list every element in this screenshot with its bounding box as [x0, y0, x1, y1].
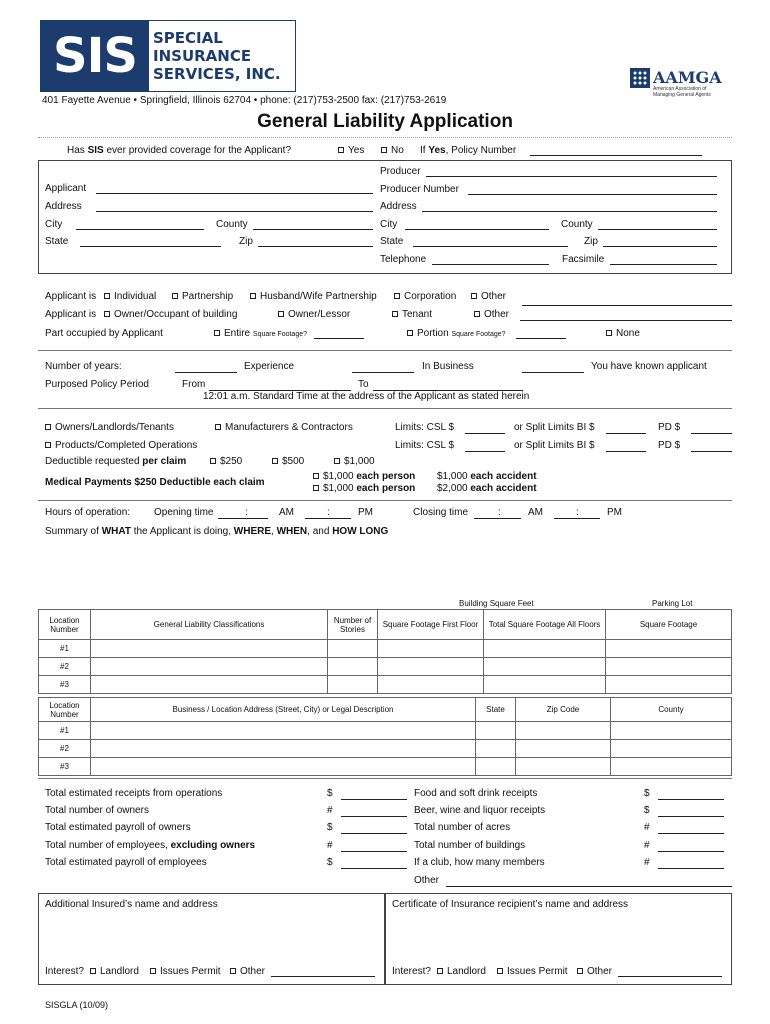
opening-time-label: Opening time	[154, 507, 214, 518]
interest-label-1: Interest?	[45, 966, 84, 977]
closing-am-colon: :	[498, 507, 501, 518]
producer-zip-field[interactable]	[603, 246, 717, 247]
type-partnership[interactable]: Partnership	[172, 291, 233, 302]
producer-state-field[interactable]	[413, 246, 568, 247]
occ-owner-occupant[interactable]: Owner/Occupant of building	[104, 309, 237, 320]
section-divider-3	[38, 500, 732, 501]
checkbox-icon	[150, 968, 156, 974]
total-employees-field[interactable]	[341, 851, 407, 852]
hours-label: Hours of operation:	[45, 507, 131, 518]
section-divider-2	[38, 408, 732, 409]
title-divider	[38, 137, 732, 138]
interest-label-2: Interest?	[392, 966, 431, 977]
applicant-county-label: County	[216, 219, 248, 230]
type-husband-wife[interactable]: Husband/Wife Partnership	[250, 291, 377, 302]
checkbox-icon	[104, 293, 110, 299]
owners-payroll-symbol: $	[327, 822, 333, 833]
producer-county-label: County	[561, 219, 593, 230]
deductible-label: Deductible requested per claim	[45, 456, 187, 467]
checkbox-icon	[577, 968, 583, 974]
interest-permit-2[interactable]: Issues Permit	[497, 966, 568, 977]
producer-county-field[interactable]	[598, 229, 717, 230]
applicant-label: Applicant	[45, 183, 87, 194]
interest-other-field-1[interactable]	[271, 976, 375, 977]
totals-other-field[interactable]	[446, 886, 732, 887]
policy-number-field[interactable]	[530, 155, 702, 156]
club-members-field[interactable]	[658, 868, 724, 869]
col-zip: Zip Code	[516, 698, 611, 722]
acres-field[interactable]	[658, 833, 724, 834]
table-row: #3	[39, 676, 91, 694]
form-code: SISGLA (10/09)	[45, 1000, 109, 1010]
med-accident-1000: $1,000 each accident	[437, 471, 537, 482]
food-receipts-symbol: $	[644, 788, 650, 799]
checkbox-icon	[392, 311, 398, 317]
occ-other-field[interactable]	[520, 320, 732, 321]
summary-area[interactable]	[38, 540, 732, 592]
interest-other-2[interactable]: Other	[577, 966, 612, 977]
standard-time-note: 12:01 a.m. Standard Time at the address of the Applicant as stated herein	[203, 391, 530, 402]
deductible-1000[interactable]: $1,000	[334, 456, 375, 467]
closing-pm-label: PM	[607, 507, 622, 518]
employees-payroll-symbol: $	[327, 857, 333, 868]
checkbox-icon	[172, 293, 178, 299]
table-row: #1	[39, 722, 91, 740]
med-person-1000-b[interactable]: $1,000 each person	[313, 483, 415, 494]
checkbox-icon	[214, 330, 220, 336]
employees-payroll-field[interactable]	[341, 868, 407, 869]
deductible-500[interactable]: $500	[272, 456, 304, 467]
part-portion[interactable]: Portion Square Footage?	[407, 328, 506, 339]
employees-payroll-label: Total estimated payroll of employees	[45, 857, 207, 868]
csl-limits-field-2[interactable]	[465, 451, 505, 452]
prior-coverage-no[interactable]: No	[381, 145, 404, 156]
food-receipts-label: Food and soft drink receipts	[414, 788, 538, 799]
sis-logo	[40, 20, 296, 92]
section-divider-4	[38, 778, 732, 779]
experience-label: Experience	[244, 361, 295, 372]
aamga-subtitle-2: Managing General Agents	[653, 92, 711, 98]
portion-sqft-field[interactable]	[516, 338, 566, 339]
applicant-occupancy-label: Applicant is	[45, 309, 97, 320]
period-from-label: From	[182, 379, 206, 390]
experience-field[interactable]	[175, 372, 237, 373]
opening-pm-label: PM	[358, 507, 373, 518]
checkbox-icon	[215, 424, 221, 430]
in-business-field[interactable]	[352, 372, 414, 373]
checkbox-icon	[471, 293, 477, 299]
producer-state-label: State	[380, 236, 404, 247]
applicant-address-label: Address	[45, 201, 82, 212]
producer-address-label: Address	[380, 201, 417, 212]
producer-facsimile-label: Facsimile	[562, 254, 605, 265]
checkbox-icon	[278, 311, 284, 317]
period-to-label: To	[358, 379, 369, 390]
opening-pm-colon: :	[327, 507, 330, 518]
acres-label: Total number of acres	[414, 822, 511, 833]
in-business-label: In Business	[422, 361, 474, 372]
checkbox-icon	[210, 458, 216, 464]
medical-payments-label: Medical Payments $250 Deductible each claim	[45, 477, 265, 488]
total-owners-field[interactable]	[341, 816, 407, 817]
col-location-number-2: Location Number	[39, 698, 91, 722]
occ-tenant[interactable]: Tenant	[392, 309, 432, 320]
checkbox-icon	[230, 968, 236, 974]
checkbox-icon	[272, 458, 278, 464]
sis-logo-mark: SIS	[41, 21, 149, 91]
split-limits-label-1: or Split Limits BI $	[514, 422, 595, 433]
producer-telephone-label: Telephone	[380, 254, 427, 265]
closing-am-label: AM	[528, 507, 543, 518]
parking-lot-header: Parking Lot	[652, 599, 693, 608]
csl-limits-label-1: Limits: CSL $	[395, 422, 455, 433]
applicant-type-label: Applicant is	[45, 291, 97, 302]
opening-am-label: AM	[279, 507, 294, 518]
part-occupied-label: Part occupied by Applicant	[45, 328, 163, 339]
producer-label: Producer	[380, 166, 421, 177]
type-individual[interactable]: Individual	[104, 291, 156, 302]
part-none[interactable]: None	[606, 328, 640, 339]
pd-field-2[interactable]	[691, 451, 732, 452]
liquor-receipts-symbol: $	[644, 805, 650, 816]
col-all-floors: Total Square Footage All Floors	[484, 610, 606, 640]
type-other-field[interactable]	[522, 305, 732, 306]
checkbox-icon	[45, 424, 51, 430]
producer-city-field[interactable]	[405, 229, 549, 230]
producer-field[interactable]	[426, 176, 717, 177]
csl-limits-field-1[interactable]	[465, 433, 505, 434]
opening-am-field[interactable]	[218, 518, 268, 519]
interest-other-1[interactable]: Other	[230, 966, 265, 977]
col-parking-sqft: Square Footage	[606, 610, 732, 640]
aamga-title: AAMGA	[653, 68, 722, 87]
cov-products-completed[interactable]: Products/Completed Operations	[45, 440, 197, 451]
checkbox-icon	[45, 442, 51, 448]
building-sqft-header: Building Square Feet	[459, 599, 534, 608]
type-corporation[interactable]: Corporation	[394, 291, 456, 302]
closing-pm-colon: :	[576, 507, 579, 518]
section-divider-1	[38, 350, 732, 351]
producer-zip-label: Zip	[584, 236, 598, 247]
company-address: 401 Fayette Avenue • Springfield, Illinois 62704 • phone: (217)753-2500 fax: (217)753-2619	[42, 95, 447, 106]
applicant-city-field[interactable]	[76, 229, 204, 230]
checkbox-icon	[407, 330, 413, 336]
total-employees-symbol: #	[327, 840, 333, 851]
years-label: Number of years:	[45, 361, 122, 372]
csl-limits-label-2: Limits: CSL $	[395, 440, 455, 451]
col-county: County	[611, 698, 732, 722]
closing-time-label: Closing time	[413, 507, 469, 518]
split-limits-field-1[interactable]	[606, 433, 646, 434]
med-accident-2000: $2,000 each accident	[437, 483, 537, 494]
checkbox-icon	[334, 458, 340, 464]
aamga-subtitle-1: American Association of	[653, 86, 707, 92]
interest-permit-1[interactable]: Issues Permit	[150, 966, 221, 977]
part-entire[interactable]: Entire Square Footage?	[214, 328, 307, 339]
club-members-label: If a club, how many members	[414, 857, 545, 868]
col-state: State	[476, 698, 516, 722]
owners-payroll-field[interactable]	[341, 833, 407, 834]
known-applicant-field[interactable]	[522, 372, 584, 373]
known-applicant-label: You have known applicant	[591, 361, 707, 372]
entire-sqft-field[interactable]	[314, 338, 364, 339]
split-limits-field-2[interactable]	[606, 451, 646, 452]
pd-label-2: PD $	[658, 440, 681, 451]
acres-symbol: #	[644, 822, 650, 833]
prior-coverage-yes[interactable]: Yes	[338, 145, 364, 156]
col-stories: Number of Stories	[328, 610, 378, 640]
applicant-address-field[interactable]	[96, 211, 373, 212]
type-other[interactable]: Other	[471, 291, 506, 302]
split-limits-label-2: or Split Limits BI $	[514, 440, 595, 451]
locations-table	[38, 697, 732, 776]
col-first-floor: Square Footage First Floor	[378, 610, 484, 640]
totals-other-label: Other	[414, 875, 440, 886]
closing-pm-field[interactable]	[554, 518, 600, 519]
table-row: #2	[39, 740, 91, 758]
col-classifications: General Liability Classifications	[91, 610, 328, 640]
pd-label-1: PD $	[658, 422, 681, 433]
checkbox-icon	[474, 311, 480, 317]
checkbox-icon	[338, 147, 344, 153]
producer-city-label: City	[380, 219, 398, 230]
col-address: Business / Location Address (Street, City) or Legal Description	[91, 698, 476, 722]
policy-number-label: If Yes, Policy Number	[420, 145, 517, 156]
total-receipts-symbol: $	[327, 788, 333, 799]
checkbox-icon	[104, 311, 110, 317]
buildings-symbol: #	[644, 840, 650, 851]
cov-manufacturers[interactable]: Manufacturers & Contractors	[215, 422, 353, 433]
opening-am-colon: :	[245, 507, 248, 518]
additional-insured-label: Additional Insured’s name and address	[45, 899, 218, 910]
producer-facsimile-field[interactable]	[610, 264, 717, 265]
table-row: #2	[39, 658, 91, 676]
occ-owner-lessor[interactable]: Owner/Lessor	[278, 309, 350, 320]
applicant-city-label: City	[45, 219, 63, 230]
interest-landlord-1[interactable]: Landlord	[90, 966, 139, 977]
liquor-receipts-label: Beer, wine and liquor receipts	[414, 805, 546, 816]
liquor-receipts-field[interactable]	[658, 816, 724, 817]
occ-other[interactable]: Other	[474, 309, 509, 320]
buildings-field[interactable]	[658, 851, 724, 852]
sis-logo-text: SPECIAL INSURANCE SERVICES, INC.	[153, 29, 281, 83]
prior-coverage-question: Has SIS ever provided coverage for the Applicant?	[67, 145, 292, 156]
table-row: #1	[39, 640, 91, 658]
owners-payroll-label: Total estimated payroll of owners	[45, 822, 191, 833]
applicant-state-label: State	[45, 236, 69, 247]
med-person-1000[interactable]: $1,000 each person	[313, 471, 415, 482]
total-owners-label: Total number of owners	[45, 805, 149, 816]
policy-period-label: Purposed Policy Period	[45, 379, 149, 390]
certificate-recipient-label: Certificate of Insurance recipient’s name and address	[392, 899, 629, 910]
total-employees-label: Total number of employees, excluding owners	[45, 840, 256, 851]
checkbox-icon	[437, 968, 443, 974]
buildings-label: Total number of buildings	[414, 840, 526, 851]
cov-owners-landlords[interactable]: Owners/Landlords/Tenants	[45, 422, 174, 433]
checkbox-icon	[497, 968, 503, 974]
checkbox-icon	[606, 330, 612, 336]
food-receipts-field[interactable]	[658, 799, 724, 800]
applicant-zip-label: Zip	[239, 236, 253, 247]
closing-am-field[interactable]	[474, 518, 521, 519]
table-row: #3	[39, 758, 91, 776]
producer-number-field[interactable]	[468, 194, 717, 195]
total-receipts-label: Total estimated receipts from operations	[45, 788, 223, 799]
applicant-zip-field[interactable]	[258, 246, 373, 247]
checkbox-icon	[313, 473, 319, 479]
checkbox-icon	[313, 485, 319, 491]
total-owners-symbol: #	[327, 805, 333, 816]
checkbox-icon	[381, 147, 387, 153]
aamga-star-icon	[630, 68, 650, 88]
col-location-number: Location Number	[39, 610, 91, 640]
applicant-state-field[interactable]	[80, 246, 221, 247]
interest-other-field-2[interactable]	[618, 976, 722, 977]
producer-number-label: Producer Number	[380, 184, 459, 195]
classifications-table	[38, 609, 732, 694]
checkbox-icon	[394, 293, 400, 299]
opening-pm-field[interactable]	[305, 518, 351, 519]
pd-field-1[interactable]	[691, 433, 732, 434]
checkbox-icon	[90, 968, 96, 974]
interest-landlord-2[interactable]: Landlord	[437, 966, 486, 977]
producer-address-field[interactable]	[422, 211, 717, 212]
applicant-field[interactable]	[96, 193, 373, 194]
summary-label: Summary of WHAT the Applicant is doing, WHERE, WHEN, and HOW LONG	[45, 526, 389, 537]
checkbox-icon	[250, 293, 256, 299]
applicant-county-field[interactable]	[253, 229, 373, 230]
club-members-symbol: #	[644, 857, 650, 868]
total-receipts-field[interactable]	[341, 799, 407, 800]
deductible-250[interactable]: $250	[210, 456, 242, 467]
producer-telephone-field[interactable]	[432, 264, 549, 265]
page-title: General Liability Application	[257, 111, 513, 132]
